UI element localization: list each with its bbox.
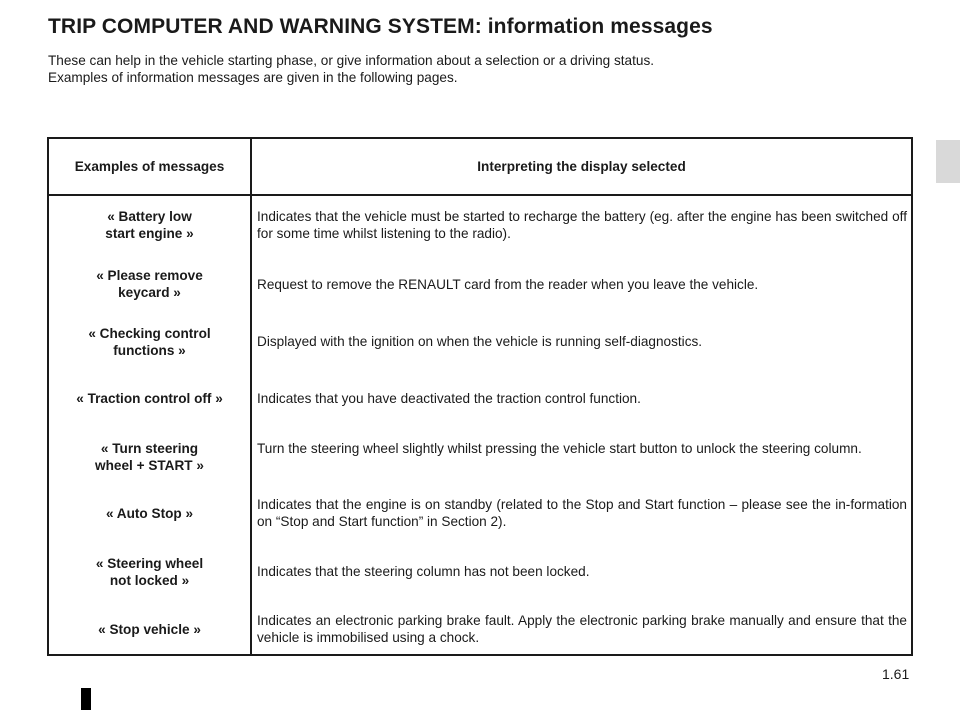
interpretation-column bbox=[252, 196, 911, 654]
page-number: 1.61 bbox=[882, 666, 910, 682]
message-line: « Auto Stop » bbox=[105, 506, 194, 521]
description-turn-steering: Turn the steering wheel slightly whilst pressing the vehicle start button to unlock the steering column. bbox=[257, 441, 862, 456]
header-messages: Examples of messages bbox=[49, 139, 252, 194]
description-remove-keycard: Request to remove the RENAULT card from the reader when you leave the vehicle. bbox=[257, 277, 759, 292]
message-line: « Please remove bbox=[96, 268, 203, 283]
message-checking-control bbox=[49, 325, 250, 359]
message-stop-vehicle bbox=[49, 621, 250, 638]
intro-text bbox=[48, 52, 654, 86]
message-line: « Traction control off » bbox=[76, 391, 223, 406]
message-line: not locked » bbox=[109, 573, 190, 588]
messages-table bbox=[47, 137, 913, 656]
description-checking-control: Displayed with the ignition on when the vehicle is running self-diagnostics. bbox=[257, 334, 703, 349]
message-line: « Turn steering bbox=[100, 441, 199, 456]
messages-column bbox=[49, 196, 252, 654]
message-line: « Battery low bbox=[107, 209, 192, 224]
message-traction-control-off bbox=[49, 390, 250, 407]
description-stop-vehicle: Indicates an electronic parking brake fault. Apply the electronic parking brake manually and ensure that the vehicle is immobilised using a chock. bbox=[257, 613, 907, 645]
message-line: « Stop vehicle » bbox=[98, 622, 201, 637]
message-steering-not-locked bbox=[49, 555, 250, 589]
description-auto-stop: Indicates that the engine is on standby (related to the Stop and Start function – please see the in-formation on “Stop and Start function” in Section 2). bbox=[257, 497, 907, 529]
message-line: functions » bbox=[113, 343, 186, 358]
intro-line: Examples of information messages are given in the following pages. bbox=[48, 70, 458, 85]
header-interpretation: Interpreting the display selected bbox=[477, 159, 686, 174]
message-turn-steering bbox=[49, 440, 250, 474]
message-line: « Checking control bbox=[88, 326, 211, 341]
message-line: keycard » bbox=[118, 285, 181, 300]
page-title: TRIP COMPUTER AND WARNING SYSTEM: information messages bbox=[48, 15, 713, 38]
description-steering-not-locked: Indicates that the steering column has not been locked. bbox=[257, 564, 590, 579]
description-traction-control-off: Indicates that you have deactivated the traction control function. bbox=[257, 391, 641, 406]
message-remove-keycard bbox=[49, 267, 250, 301]
section-side-tab bbox=[936, 140, 960, 183]
message-line: start engine » bbox=[105, 226, 194, 241]
message-line: wheel + START » bbox=[95, 458, 204, 473]
intro-line: These can help in the vehicle starting phase, or give information about a selection or a driving status. bbox=[48, 53, 655, 68]
table-body bbox=[49, 196, 911, 654]
corner-mark bbox=[81, 688, 91, 710]
message-battery-low bbox=[49, 208, 250, 242]
table-header bbox=[49, 139, 911, 196]
message-line: « Steering wheel bbox=[95, 556, 204, 571]
description-battery-low: Indicates that the vehicle must be started to recharge the battery (eg. after the engine has been switched off for some time whilst listening to the radio). bbox=[257, 209, 907, 241]
message-auto-stop bbox=[49, 505, 250, 522]
